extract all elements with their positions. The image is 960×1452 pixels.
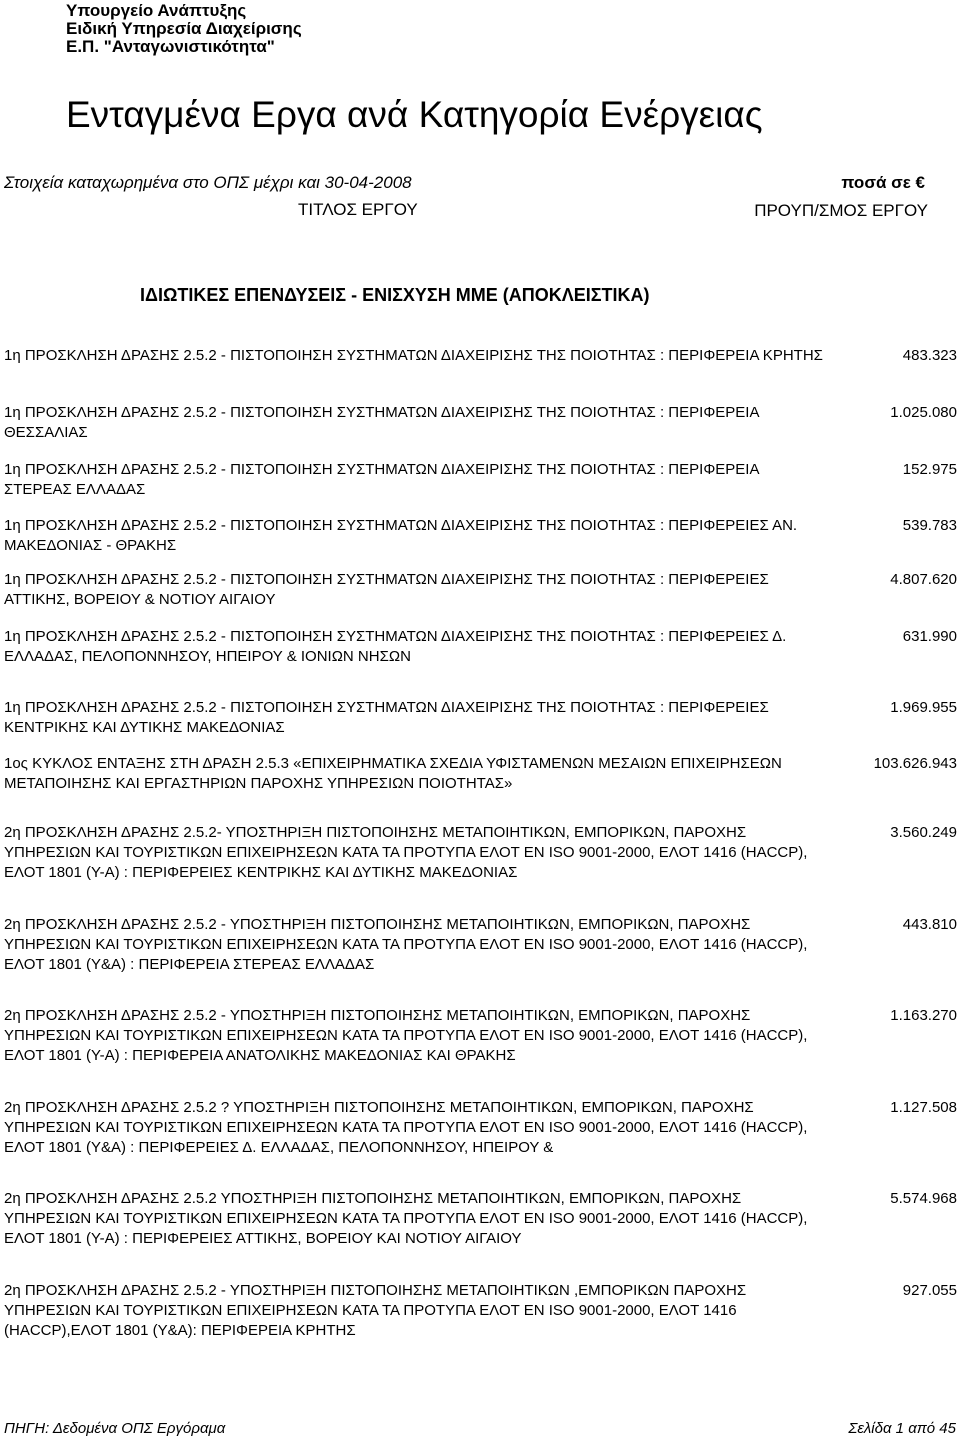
project-title: 2η ΠΡΟΣΚΛΗΣΗ ΔΡΑΣΗΣ 2.5.2 - ΥΠΟΣΤΗΡΙΞΗ ΠΙΣΤΟΠΟΙΗΣΗΣ ΜΕΤΑΠΟΙΗΤΙΚΩΝ, ΕΜΠΟΡΙΚΩΝ, ΠΑΡΟΧΗΣ ΥΠΗΡΕΣΙΩΝ ΚΑΙ ΤΟΥΡΙΣΤΙΚΩΝ ΕΠΙΧΕΙΡΗΣΕΩΝ ΚΑΤΑ ΤΑ ΠΡΟΤΥΠΑ ΕΛΟΤ ΕΝ ISO 9001-2000, ΕΛΟΤ 1416 (HACCP), ΕΛΟΤ 1801 (Υ-Α) : ΠΕΡΙΦΕΡΕΙΑ ΑΝΑΤΟΛΙΚΗΣ ΜΑΚΕΔΟΝΙΑΣ ΚΑΙ ΘΡΑΚΗΣ xyxy=(4,1007,808,1064)
column-header-budget: ΠΡΟΥΠ/ΣΜΟΣ ΕΡΓΟΥ xyxy=(754,201,928,220)
project-title: 1η ΠΡΟΣΚΛΗΣΗ ΔΡΑΣΗΣ 2.5.2 - ΠΙΣΤΟΠΟΙΗΣΗ ΣΥΣΤΗΜΑΤΩΝ ΔΙΑΧΕΙΡΙΣΗΣ ΤΗΣ ΠΟΙΟΤΗΤΑΣ : ΠΕΡΙΦΕΡΕΙΕΣ ΑΤΤΙΚΗΣ, ΒΟΡΕΙΟΥ & ΝΟΤΙΟΥ ΑΙΓΑΙΟΥ xyxy=(4,571,769,608)
project-amount: 927.055 xyxy=(902,1282,957,1299)
project-amount: 443.810 xyxy=(902,916,957,933)
project-amount: 1.127.508 xyxy=(890,1099,957,1116)
project-amount: 1.163.270 xyxy=(890,1007,957,1024)
project-title: 1η ΠΡΟΣΚΛΗΣΗ ΔΡΑΣΗΣ 2.5.2 - ΠΙΣΤΟΠΟΙΗΣΗ ΣΥΣΤΗΜΑΤΩΝ ΔΙΑΧΕΙΡΙΣΗΣ ΤΗΣ ΠΟΙΟΤΗΤΑΣ : ΠΕΡΙΦΕΡΕΙΑ ΚΡΗΤΗΣ xyxy=(4,347,823,364)
project-amount: 3.560.249 xyxy=(890,824,957,841)
project-title: 2η ΠΡΟΣΚΛΗΣΗ ΔΡΑΣΗΣ 2.5.2 ΥΠΟΣΤΗΡΙΞΗ ΠΙΣΤΟΠΟΙΗΣΗΣ ΜΕΤΑΠΟΙΗΤΙΚΩΝ, ΕΜΠΟΡΙΚΩΝ, ΠΑΡΟΧΗΣ ΥΠΗΡΕΣΙΩΝ ΚΑΙ ΤΟΥΡΙΣΤΙΚΩΝ ΕΠΙΧΕΙΡΗΣΕΩΝ ΚΑΤΑ ΤΑ ΠΡΟΤΥΠΑ ΕΛΟΤ ΕΝ ISO 9001-2000, ΕΛΟΤ 1416 (HACCP), ΕΛΟΤ 1801 (Υ-Α) : ΠΕΡΙΦΕΡΕΙΕΣ ΑΤΤΙΚΗΣ, ΒΟΡΕΙΟΥ ΚΑΙ ΝΟΤΙΟΥ ΑΙΓΑΙΟΥ xyxy=(4,1190,808,1247)
project-amount: 1.969.955 xyxy=(890,699,957,716)
project-amount: 483.323 xyxy=(902,347,957,364)
project-title: 2η ΠΡΟΣΚΛΗΣΗ ΔΡΑΣΗΣ 2.5.2 ? ΥΠΟΣΤΗΡΙΞΗ ΠΙΣΤΟΠΟΙΗΣΗΣ ΜΕΤΑΠΟΙΗΤΙΚΩΝ, ΕΜΠΟΡΙΚΩΝ, ΠΑΡΟΧΗΣ ΥΠΗΡΕΣΙΩΝ ΚΑΙ ΤΟΥΡΙΣΤΙΚΩΝ ΕΠΙΧΕΙΡΗΣΕΩΝ ΚΑΤΑ ΤΑ ΠΡΟΤΥΠΑ ΕΛΟΤ ΕΝ ISO 9001-2000, ΕΛΟΤ 1416 (HACCP), ΕΛΟΤ 1801 (Υ&Α) : ΠΕΡΙΦΕΡΕΙΕΣ Δ. ΕΛΛΑΔΑΣ, ΠΕΛΟΠΟΝΝΗΣΟΥ, ΗΠΕΙΡΟΥ & xyxy=(4,1099,808,1156)
category-heading: ΙΔΙΩΤΙΚΕΣ ΕΠΕΝΔΥΣΕΙΣ - ΕΝΙΣΧΥΣΗ ΜΜΕ (ΑΠΟΚΛΕΙΣΤΙΚΑ) xyxy=(140,285,650,305)
project-title: 2η ΠΡΟΣΚΛΗΣΗ ΔΡΑΣΗΣ 2.5.2 - ΥΠΟΣΤΗΡΙΞΗ ΠΙΣΤΟΠΟΙΗΣΗΣ ΜΕΤΑΠΟΙΗΤΙΚΩΝ, ΕΜΠΟΡΙΚΩΝ, ΠΑΡΟΧΗΣ ΥΠΗΡΕΣΙΩΝ ΚΑΙ ΤΟΥΡΙΣΤΙΚΩΝ ΕΠΙΧΕΙΡΗΣΕΩΝ ΚΑΤΑ ΤΑ ΠΡΟΤΥΠΑ ΕΛΟΤ ΕΝ ISO 9001-2000, ΕΛΟΤ 1416 (HACCP), ΕΛΟΤ 1801 (Υ&Α) : ΠΕΡΙΦΕΡΕΙΑ ΣΤΕΡΕΑΣ ΕΛΛΑΔΑΣ xyxy=(4,916,808,973)
project-title: 1η ΠΡΟΣΚΛΗΣΗ ΔΡΑΣΗΣ 2.5.2 - ΠΙΣΤΟΠΟΙΗΣΗ ΣΥΣΤΗΜΑΤΩΝ ΔΙΑΧΕΙΡΙΣΗΣ ΤΗΣ ΠΟΙΟΤΗΤΑΣ : ΠΕΡΙΦΕΡΕΙΑ ΣΤΕΡΕΑΣ ΕΛΛΑΔΑΣ xyxy=(4,461,759,498)
project-title: 1η ΠΡΟΣΚΛΗΣΗ ΔΡΑΣΗΣ 2.5.2 - ΠΙΣΤΟΠΟΙΗΣΗ ΣΥΣΤΗΜΑΤΩΝ ΔΙΑΧΕΙΡΙΣΗΣ ΤΗΣ ΠΟΙΟΤΗΤΑΣ : ΠΕΡΙΦΕΡΕΙΕΣ ΚΕΝΤΡΙΚΗΣ ΚΑΙ ΔΥΤΙΚΗΣ ΜΑΚΕΔΟΝΙΑΣ xyxy=(4,699,769,736)
project-amount: 1.025.080 xyxy=(890,404,957,421)
project-title: 1η ΠΡΟΣΚΛΗΣΗ ΔΡΑΣΗΣ 2.5.2 - ΠΙΣΤΟΠΟΙΗΣΗ ΣΥΣΤΗΜΑΤΩΝ ΔΙΑΧΕΙΡΙΣΗΣ ΤΗΣ ΠΟΙΟΤΗΤΑΣ : ΠΕΡΙΦΕΡΕΙΑ ΘΕΣΣΑΛΙΑΣ xyxy=(4,404,759,441)
page-number: Σελίδα 1 από 45 xyxy=(848,1420,956,1437)
project-title: 1η ΠΡΟΣΚΛΗΣΗ ΔΡΑΣΗΣ 2.5.2 - ΠΙΣΤΟΠΟΙΗΣΗ ΣΥΣΤΗΜΑΤΩΝ ΔΙΑΧΕΙΡΙΣΗΣ ΤΗΣ ΠΟΙΟΤΗΤΑΣ : ΠΕΡΙΦΕΡΕΙΕΣ ΑΝ. ΜΑΚΕΔΟΝΙΑΣ - ΘΡΑΚΗΣ xyxy=(4,517,798,554)
project-amount: 5.574.968 xyxy=(890,1190,957,1207)
column-header-title: ΤΙΤΛΟΣ ΕΡΓΟΥ xyxy=(298,200,418,219)
project-title: 2η ΠΡΟΣΚΛΗΣΗ ΔΡΑΣΗΣ 2.5.2 - ΥΠΟΣΤΗΡΙΞΗ ΠΙΣΤΟΠΟΙΗΣΗΣ ΜΕΤΑΠΟΙΗΤΙΚΩΝ ,ΕΜΠΟΡΙΚΩΝ ΠΑΡΟΧΗΣ ΥΠΗΡΕΣΙΩΝ ΚΑΙ ΤΟΥΡΙΣΤΙΚΩΝ ΕΠΙΧΕΙΡΗΣΕΩΝ ΚΑΤΑ ΤΑ ΠΡΟΤΥΠΑ ΕΛΟΤ ΕΝ ISO 9001-2000, ΕΛΟΤ 1416 (HACCP),ΕΛΟΤ 1801 (Υ&Α): ΠΕΡΙΦΕΡΕΙΑ ΚΡΗΤΗΣ xyxy=(4,1282,747,1339)
organization-line-ministry: Υπουργείο Ανάπτυξης xyxy=(66,1,247,20)
currency-note: ποσά σε € xyxy=(841,173,925,192)
organization-line-service: Ειδική Υπηρεσία Διαχείρισης xyxy=(66,19,302,38)
project-amount: 4.807.620 xyxy=(890,571,957,588)
organization-line-programme: Ε.Π. "Ανταγωνιστικότητα" xyxy=(66,37,275,56)
project-amount: 103.626.943 xyxy=(873,755,957,772)
project-amount: 631.990 xyxy=(902,628,957,645)
page-title: Ενταγμένα Εργα ανά Κατηγορία Ενέργειας xyxy=(66,94,763,135)
project-title: 1ος ΚΥΚΛΟΣ ΕΝΤΑΞΗΣ ΣΤΗ ΔΡΑΣΗ 2.5.3 «ΕΠΙΧΕΙΡΗΜΑΤΙΚΑ ΣΧΕΔΙΑ ΥΦΙΣΤΑΜΕΝΩΝ ΜΕΣΑΙΩΝ ΕΠΙΧΕΙΡΗΣΕΩΝ ΜΕΤΑΠΟΙΗΣΗΣ ΚΑΙ ΕΡΓΑΣΤΗΡΙΩΝ ΠΑΡΟΧΗΣ ΥΠΗΡΕΣΙΩΝ ΠΟΙΟΤΗΤΑΣ» xyxy=(4,755,782,792)
project-title: 2η ΠΡΟΣΚΛΗΣΗ ΔΡΑΣΗΣ 2.5.2- ΥΠΟΣΤΗΡΙΞΗ ΠΙΣΤΟΠΟΙΗΣΗΣ ΜΕΤΑΠΟΙΗΤΙΚΩΝ, ΕΜΠΟΡΙΚΩΝ, ΠΑΡΟΧΗΣ ΥΠΗΡΕΣΙΩΝ ΚΑΙ ΤΟΥΡΙΣΤΙΚΩΝ ΕΠΙΧΕΙΡΗΣΕΩΝ ΚΑΤΑ ΤΑ ΠΡΟΤΥΠΑ ΕΛΟΤ ΕΝ ISO 9001-2000, ΕΛΟΤ 1416 (HACCP), ΕΛΟΤ 1801 (Υ-Α) : ΠΕΡΙΦΕΡΕΙΕΣ ΚΕΝΤΡΙΚΗΣ ΚΑΙ ΔΥΤΙΚΗΣ ΜΑΚΕΔΟΝΙΑΣ xyxy=(4,824,808,881)
project-title: 1η ΠΡΟΣΚΛΗΣΗ ΔΡΑΣΗΣ 2.5.2 - ΠΙΣΤΟΠΟΙΗΣΗ ΣΥΣΤΗΜΑΤΩΝ ΔΙΑΧΕΙΡΙΣΗΣ ΤΗΣ ΠΟΙΟΤΗΤΑΣ : ΠΕΡΙΦΕΡΕΙΕΣ Δ. ΕΛΛΑΔΑΣ, ΠΕΛΟΠΟΝΝΗΣΟΥ, ΗΠΕΙΡΟΥ & ΙΟΝΙΩΝ ΝΗΣΩΝ xyxy=(4,628,787,665)
data-date-subtitle: Στοιχεία καταχωρημένα στο ΟΠΣ μέχρι και 30-04-2008 xyxy=(4,173,412,192)
project-amount: 539.783 xyxy=(902,517,957,534)
footer-source: ΠΗΓΗ: Δεδομένα ΟΠΣ Εργόραμα xyxy=(4,1420,226,1437)
project-amount: 152.975 xyxy=(902,461,957,478)
